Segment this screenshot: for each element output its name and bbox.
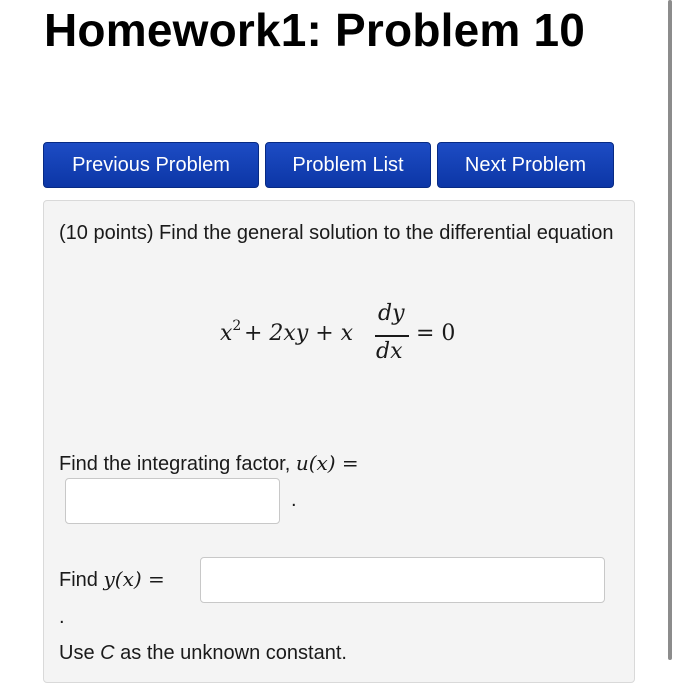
integrating-factor-math: u(x) = <box>295 451 359 475</box>
fraction-numerator: dy <box>378 301 405 326</box>
integrating-factor-input[interactable] <box>65 478 280 524</box>
scrollbar[interactable] <box>668 0 672 660</box>
previous-problem-button[interactable]: Previous Problem <box>43 142 259 188</box>
problem-panel <box>43 200 635 683</box>
problem-intro: (10 points) Find the general solution to the differential equation <box>59 222 614 244</box>
y-of-x-label: Find y(x) = <box>59 567 165 591</box>
equation-middle-terms: + 2xy + x <box>244 321 354 346</box>
equation-rhs: = 0 <box>416 321 456 346</box>
constant-variable: C <box>100 642 115 664</box>
equation-exponent: 2 <box>232 318 242 334</box>
y-of-x-input[interactable] <box>200 557 605 603</box>
equation-term-x: $x^2$ <box>220 318 242 346</box>
integrating-factor-period: . <box>291 489 297 511</box>
next-problem-button[interactable]: Next Problem <box>437 142 614 188</box>
fraction-bar <box>375 335 409 337</box>
y-of-x-math: y(x) = <box>103 567 165 591</box>
constant-note: Use C as the unknown constant. <box>59 642 347 664</box>
fraction-denominator: dx <box>376 339 403 364</box>
page-title: Homework1: Problem 10 <box>44 4 586 56</box>
y-of-x-period: . <box>59 606 65 628</box>
problem-list-button[interactable]: Problem List <box>265 142 431 188</box>
integrating-factor-label: Find the integrating factor, u(x) = <box>59 451 359 475</box>
